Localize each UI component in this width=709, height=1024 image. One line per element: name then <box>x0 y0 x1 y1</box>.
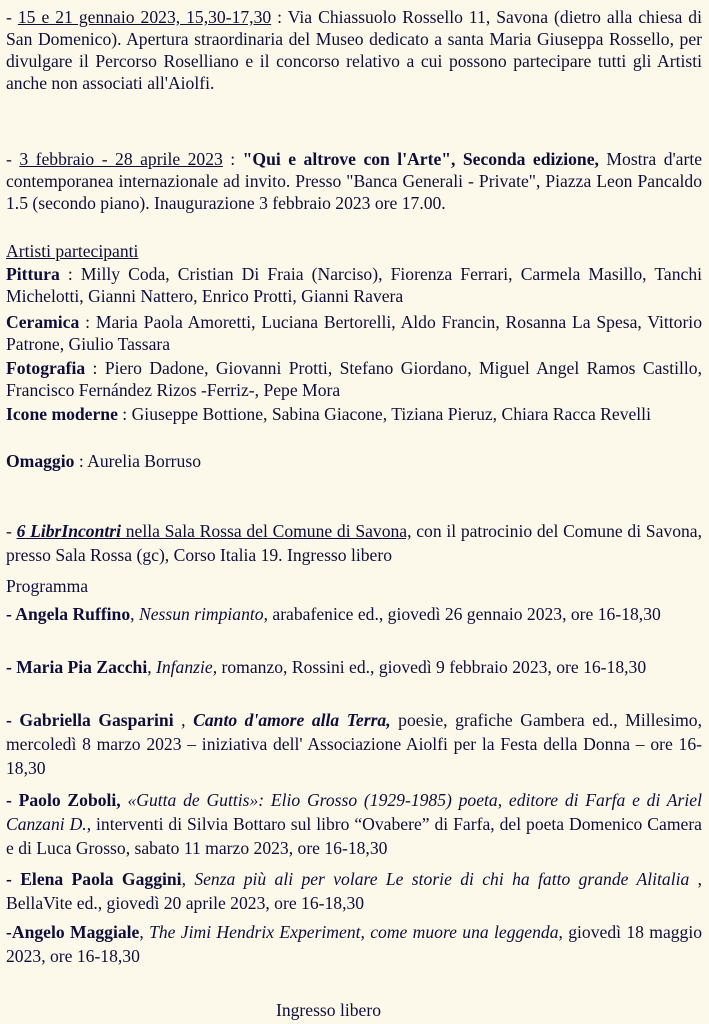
category-names: Milly Coda, Cristian Di Fraia (Narciso), Fiorenza Ferrari, Carmela Masillo, Tanchi Michelotti, Gianni Nattero, Enrico Protti, Gianni Ravera <box>6 264 703 306</box>
entry-title: Canto d'amore alla Terra, <box>193 710 391 730</box>
entry-title: Senza più ali per volare Le storie di chi ha fatto grande Alitalia <box>194 869 690 889</box>
separator: , <box>147 657 157 677</box>
category-icone-moderne <box>6 403 702 425</box>
entry-author: - Paolo Zoboli, <box>6 790 121 810</box>
event-dash: - <box>6 521 17 541</box>
separator: : <box>117 404 132 424</box>
program-entry <box>6 602 702 626</box>
category-pittura <box>6 263 702 307</box>
entry-author: - Elena Paola Gaggini <box>6 869 182 889</box>
event-exhibition <box>6 148 702 214</box>
entry-author: - Angela Ruffino <box>6 604 131 624</box>
artists-heading-text: Artisti partecipanti <box>6 241 139 261</box>
entry-details: , interventi di Silvia Bottaro sul libro “Ovabere” di Farfa, del poeta Domenico Camera e di Luca Grosso, sabato 11 marzo 2023, ore 16-18,30 <box>6 814 702 858</box>
event-date: 15 e 21 gennaio 2023, 15,30-17,30 <box>17 7 272 27</box>
separator: : <box>222 149 243 169</box>
event-museum-rossello <box>6 6 702 94</box>
program-entry <box>6 920 702 968</box>
event-count: 6 <box>16 521 26 541</box>
separator: , <box>181 869 195 889</box>
entry-details: , arabafenice ed., giovedì 26 gennaio 2023, ore 16-18,30 <box>263 604 661 624</box>
event-date: 3 febbraio - 28 aprile 2023 <box>19 149 223 169</box>
artists-heading <box>6 240 702 262</box>
event-venue: nella Sala Rossa del Comune di Savona, <box>121 521 412 541</box>
category-label: Pittura <box>6 264 60 284</box>
separator: : <box>271 7 288 27</box>
entry-author: - Gabriella Gasparini <box>6 710 174 730</box>
program-entry <box>6 788 702 860</box>
entry-details: , BellaVite ed., giovedì 20 aprile 2023, ore 16-18,30 <box>6 869 703 913</box>
program-label-text: Programma <box>6 576 89 596</box>
entry-details: poesie, grafiche Gambera ed., Millesimo, mercoledì 8 marzo 2023 – iniziativa dell' Associazione Aiolfi per la Festa della Donna – ore 16-18,30 <box>6 710 702 778</box>
entry-details: , giovedì 18 maggio 2023, ore 16-18,30 <box>6 922 703 966</box>
entry-title: Nessun rimpianto <box>138 604 264 624</box>
entry-title: Infanzie, <box>156 657 218 677</box>
program-label <box>6 575 702 597</box>
event-dash: - <box>6 7 18 27</box>
category-omaggio <box>6 450 702 472</box>
separator: : <box>59 264 81 284</box>
category-ceramica <box>6 311 702 355</box>
event-dash: - <box>6 149 20 169</box>
event-description: con il patrocinio del Comune di Savona, presso Sala Rossa (gc), Corso Italia 19. Ingresso libero <box>6 521 702 565</box>
event-series-name: LibrIncontri <box>25 521 122 541</box>
entry-title: «Gutta de Guttis»: Elio Grosso (1929-1985) poeta, editore di Farfa e di Ariel Canzani D. <box>6 790 702 834</box>
program-entry <box>6 655 702 679</box>
event-description: Via Chiassuolo Rossello 11, Savona (dietro alla chiesa di San Domenico). Apertura straordinaria del Museo dedicato a santa Maria Giuseppa Rossello, per divulgare il Percorso Roselliano e il concorso relativo a cui possono partecipare tutti gli Artisti anche non associati all'Aiolfi. <box>6 7 702 93</box>
category-names: Aurelia Borruso <box>87 451 201 471</box>
program-entry <box>6 867 702 915</box>
category-label: Omaggio <box>6 451 75 471</box>
separator: , <box>139 922 150 942</box>
event-librincontri <box>6 519 702 567</box>
footer-ingresso-libero <box>0 999 683 1021</box>
category-label: Icone moderne <box>6 404 118 424</box>
separator: : <box>74 451 88 471</box>
entry-author: -Angelo Maggiale <box>6 922 140 942</box>
entry-author: - Maria Pia Zacchi <box>6 657 148 677</box>
separator: , <box>173 710 194 730</box>
category-names: Giuseppe Bottione, Sabina Giacone, Tiziana Pieruz, Chiara Racca Revelli <box>131 404 651 424</box>
category-fotografia <box>6 357 702 401</box>
program-entry <box>6 708 702 780</box>
entry-title: The Jimi Hendrix Experiment, come muore una leggenda <box>149 922 559 942</box>
category-label: Ceramica <box>6 312 80 332</box>
category-names: Piero Dadone, Giovanni Protti, Stefano Giordano, Miguel Angel Ramos Castillo, Francisco Fernández Rizos -Ferriz-, Pepe Mora <box>6 358 702 400</box>
event-description: Mostra d'arte contemporanea internazionale ad invito. Presso "Banca Generali - Private", Piazza Leon Pancaldo 1.5 (secondo piano). Inaugurazione 3 febbraio 2023 ore 17.00. <box>6 149 703 213</box>
exhibition-title: "Qui e altrove con l'Arte", Seconda edizione, <box>242 149 599 169</box>
category-label: Fotografia <box>6 358 86 378</box>
entry-details: romanzo, Rossini ed., giovedì 9 febbraio 2023, ore 16-18,30 <box>217 657 647 677</box>
footer-text: Ingresso libero <box>275 1000 382 1020</box>
separator: , <box>130 604 139 624</box>
category-names: Maria Paola Amoretti, Luciana Bertorelli, Aldo Francin, Rosanna La Spesa, Vittorio Patrone, Giulio Tassara <box>6 312 702 354</box>
separator: : <box>85 358 105 378</box>
separator: : <box>79 312 96 332</box>
